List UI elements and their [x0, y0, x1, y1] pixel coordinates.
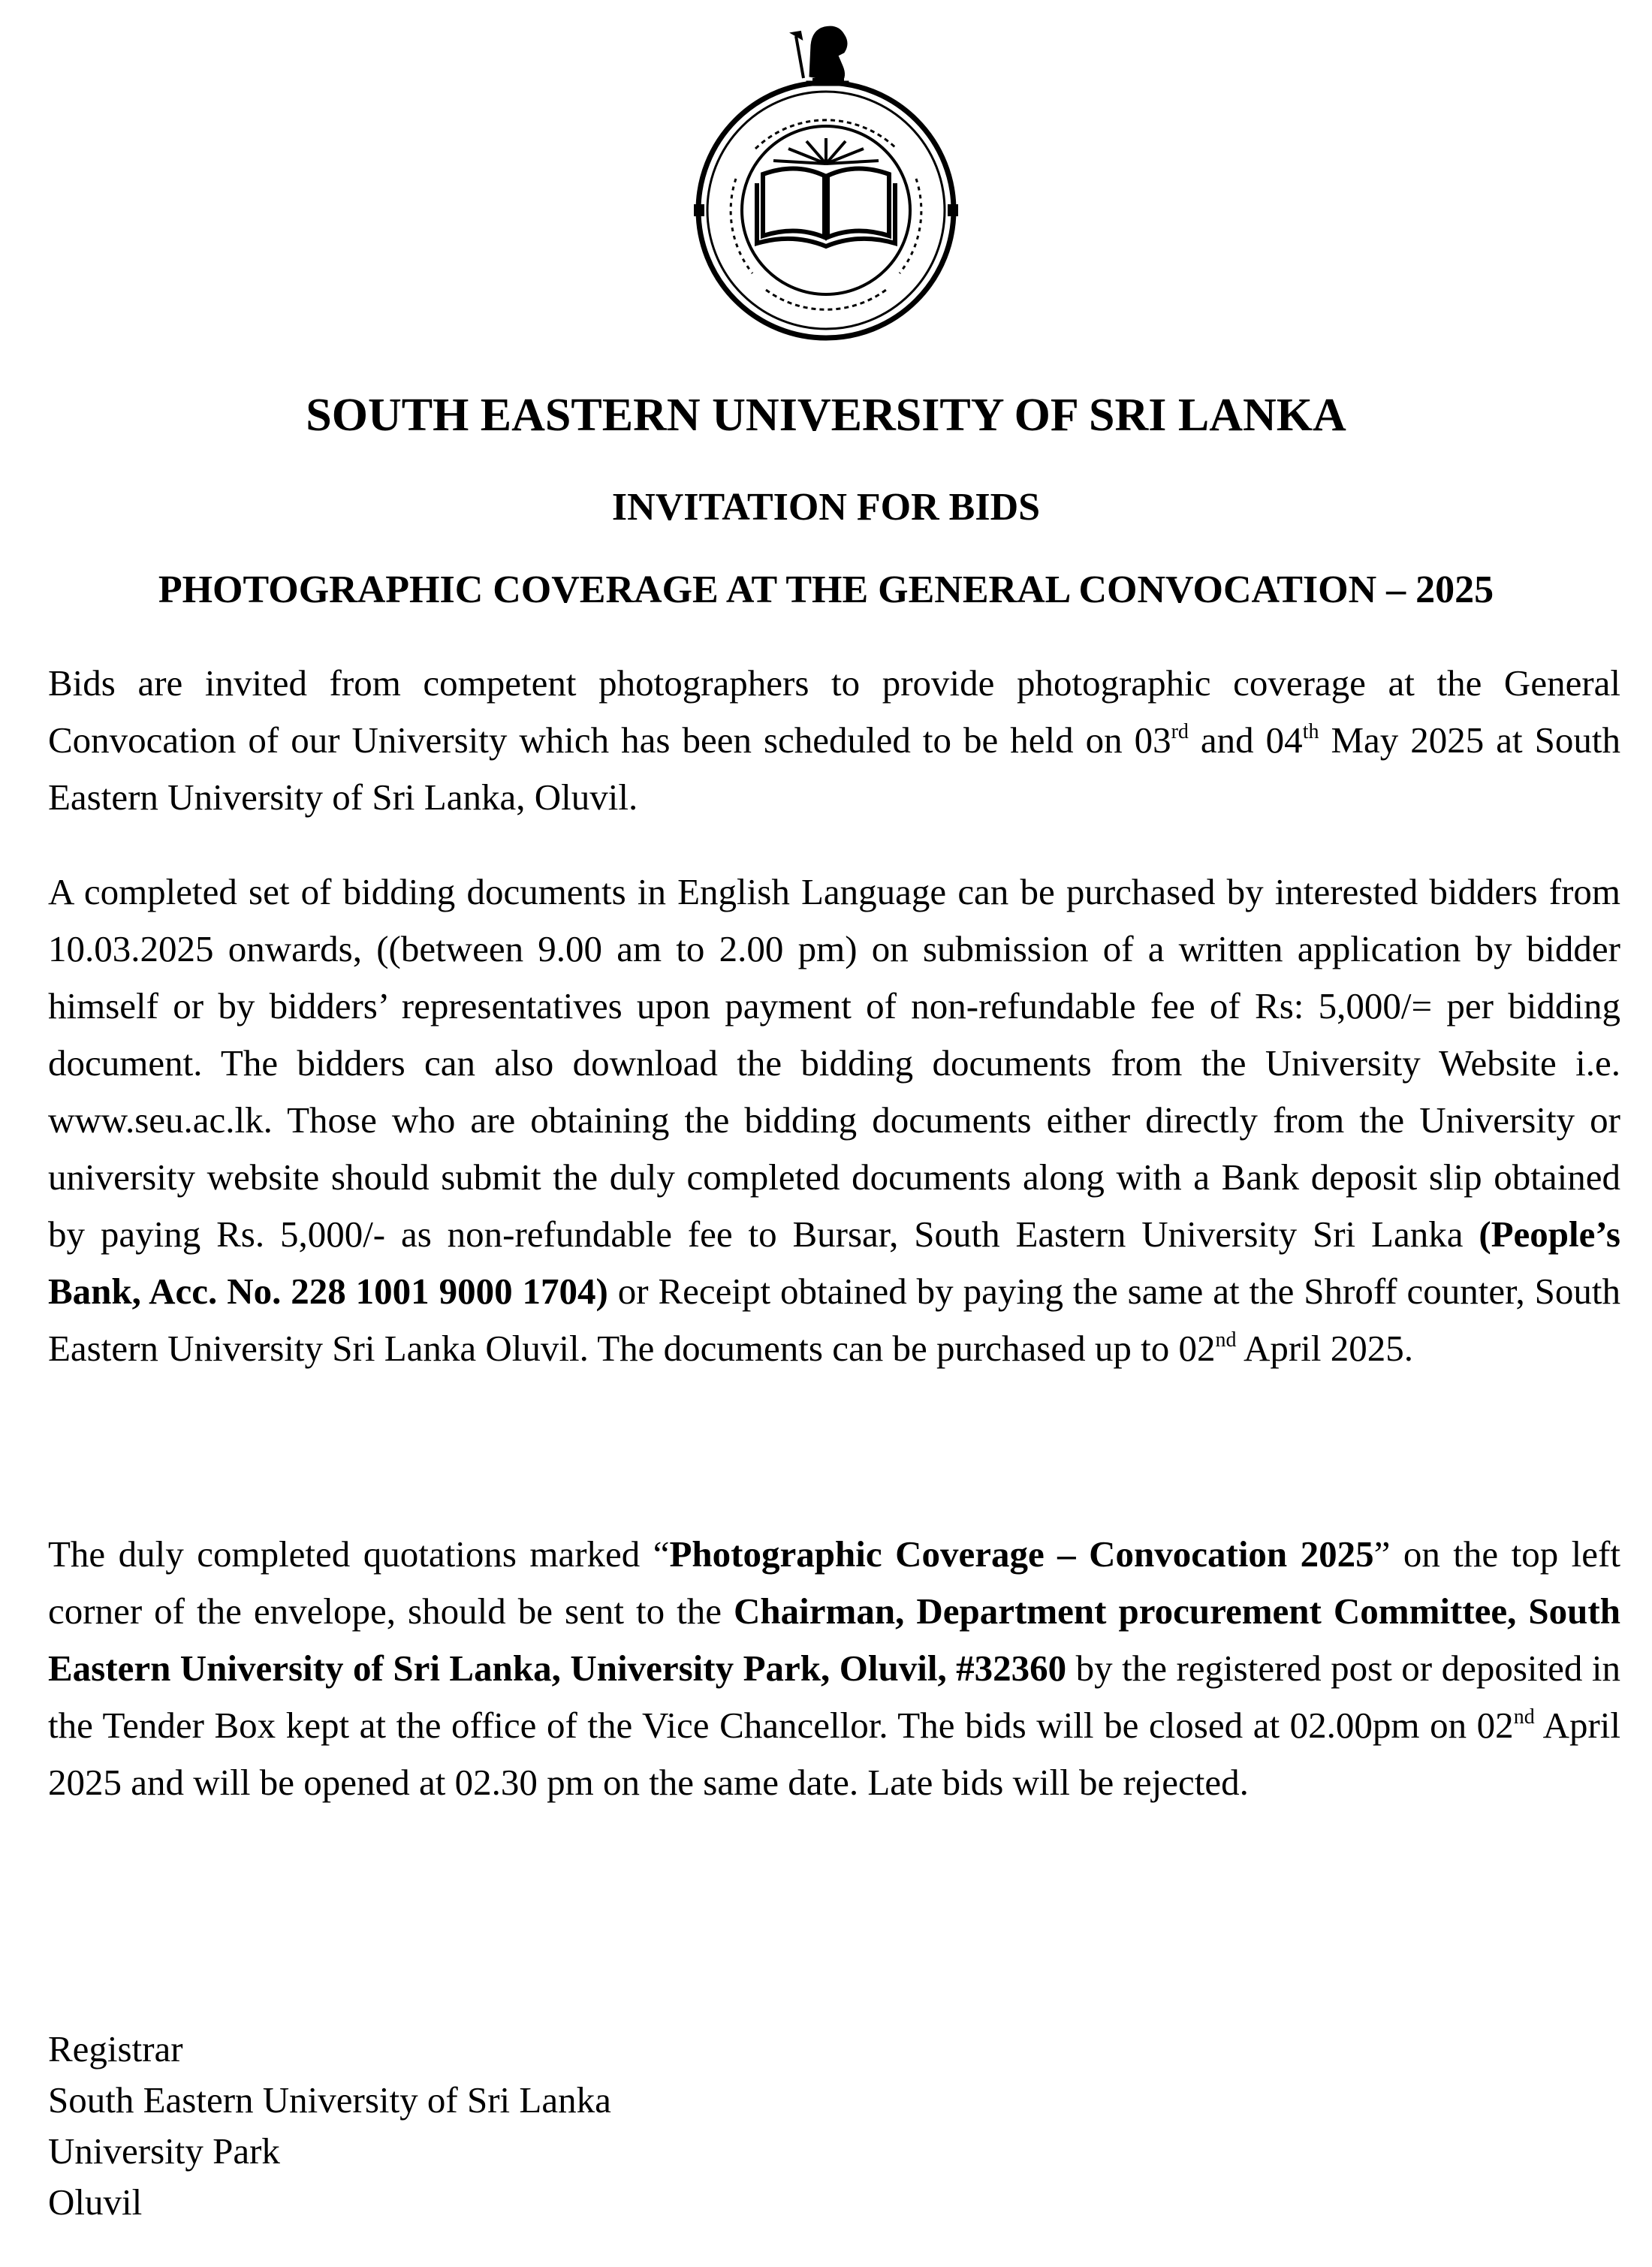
university-title: SOUTH EASTERN UNIVERSITY OF SRI LANKA — [306, 390, 1346, 441]
signatory-institution: South Eastern University of Sri Lanka — [48, 2079, 611, 2121]
submission-paragraph — [48, 1526, 1620, 1811]
intro-text-a: Bids are invited from competent photographers to provide photographic coverage at the General Convocation of our University which has been scheduled to be held on 03 — [48, 662, 1620, 761]
open-book-icon — [757, 168, 895, 246]
bank-account-details: (People’s Bank, Acc. No. 228 1001 9000 1704) — [48, 1213, 1620, 1312]
submission-text-d: April 2025 and will be opened at 02.30 pm on the same date. Late bids will be rejected. — [48, 1705, 1620, 1803]
submission-text-b: ” on the top left corner of the envelope, should be sent to the — [48, 1533, 1620, 1632]
signature-block — [48, 2024, 611, 2228]
signatory-title: Registrar — [48, 2028, 183, 2070]
lion-emblem-icon — [791, 26, 849, 86]
ordinal-suffix: nd — [1215, 1328, 1237, 1352]
documents-text-a: A completed set of bidding documents in English Language can be purchased by interested bidders from 10.03.2025 onwards, ((between 9.00 am to 2.00 pm) on submission of a written application by bidder himself or by bidders’ representatives upon payment of non-refundable fee of Rs: 5,000/= per bidding document. The bidders can also download the bidding documents from the University Website i.e. www.seu.ac.lk. Those who are obtaining the bidding documents either directly from the University or university website should submit the duly completed documents along with a Bank deposit slip obtained by paying Rs. 5,000/- as non-refundable fee to Bursar, South Eastern University Sri Lanka — [48, 871, 1620, 1255]
submission-text-a: The duly completed quotations marked “ — [48, 1533, 670, 1575]
intro-text-b: and 04 — [1188, 719, 1303, 761]
intro-text-c: May 2025 at South Eastern University of Sri Lanka, Oluvil. — [48, 719, 1621, 818]
submission-text-c: by the registered post or deposited in the Tender Box kept at the office of the Vice Chancellor. The bids will be closed at 02.00pm on 02 — [48, 1647, 1620, 1746]
envelope-marking: Photographic Coverage – Convocation 2025 — [669, 1533, 1374, 1575]
project-heading: PHOTOGRAPHIC COVERAGE AT THE GENERAL CONVOCATION – 2025 — [158, 568, 1494, 611]
ordinal-suffix: th — [1302, 719, 1319, 743]
submission-address: Chairman, Department procurement Committee, South Eastern University of Sri Lanka, University Park, Oluvil, #32360 — [48, 1590, 1621, 1689]
documents-text-b: or Receipt obtained by paying the same at the Shroff counter, South Eastern University Sri Lanka Oluvil. The documents can be purchased up to 02 — [48, 1271, 1620, 1369]
invitation-heading: INVITATION FOR BIDS — [611, 486, 1041, 529]
documents-paragraph — [48, 864, 1620, 1377]
signatory-address-line: University Park — [48, 2130, 280, 2172]
intro-paragraph — [48, 655, 1620, 826]
ordinal-suffix: nd — [1513, 1705, 1535, 1729]
documents-text-c: April 2025. — [1236, 1328, 1413, 1369]
university-crest-icon — [683, 14, 969, 344]
sun-rays-icon — [773, 138, 879, 164]
crest-seal-graphic — [683, 14, 969, 344]
ordinal-suffix: rd — [1171, 719, 1189, 743]
signatory-town: Oluvil — [48, 2181, 143, 2223]
